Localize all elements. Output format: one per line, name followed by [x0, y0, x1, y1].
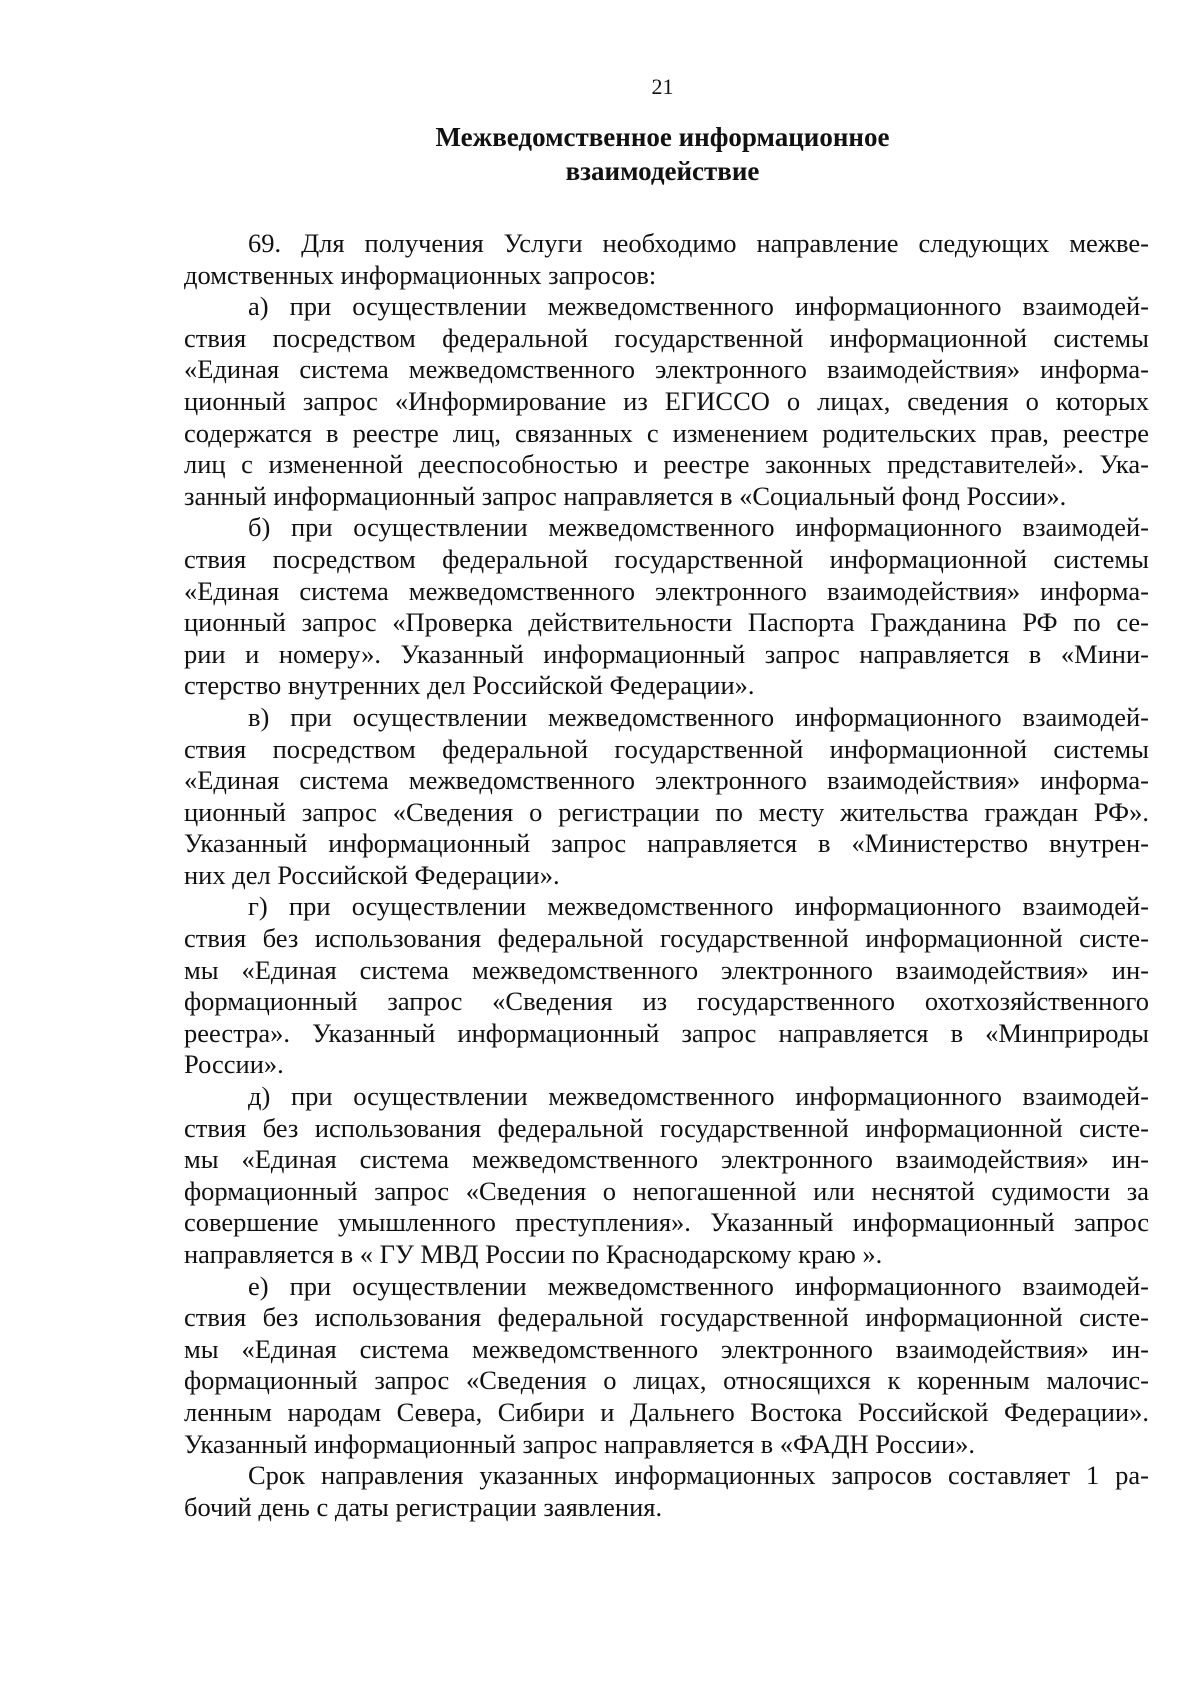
section-heading — [0, 120, 1200, 188]
text-line: д) при осуществлении межведомственного информационного взаимодей- — [248, 1081, 1149, 1112]
page-number: 21 — [651, 74, 674, 99]
text-line: Указанный информационный запрос направляется в «Министерство внутрен- — [184, 828, 1149, 859]
text-line: ствия посредством федеральной государственной информационной системы — [184, 543, 1149, 574]
text-line: содержатся в реестре лиц, связанных с изменением родительских прав, реестре — [184, 417, 1149, 448]
text-line: г) при осуществлении межведомственного информационного взаимодей- — [248, 891, 1149, 922]
text-line: мы «Единая система межведомственного электронного взаимодействия» ин- — [184, 1144, 1149, 1175]
text-line: России». — [184, 1049, 284, 1080]
section-heading-line-2: взаимодействие — [565, 156, 760, 186]
text-line: мы «Единая система межведомственного электронного взаимодействия» ин- — [184, 1333, 1149, 1364]
text-line: ленным народам Севера, Сибири и Дальнего Востока Российской Федерации». — [184, 1396, 1149, 1427]
text-line: занный информационный запрос направляется в «Социальный фонд России». — [184, 480, 1067, 511]
text-line: формационный запрос «Сведения из государственного охотхозяйственного — [184, 986, 1149, 1017]
document-body — [184, 228, 1149, 1523]
section-heading-line-1: Межведомственное информационное — [435, 122, 890, 152]
text-line: ствия посредством федеральной государственной информационной системы — [184, 733, 1149, 764]
text-line: Указанный информационный запрос направляется в «ФАДН России». — [184, 1428, 976, 1459]
text-line: ционный запрос «Проверка действительности Паспорта Гражданина РФ по се- — [184, 607, 1149, 638]
text-line: них дел Российской Федерации». — [184, 859, 560, 890]
text-line: «Единая система межведомственного электронного взаимодействия» информа- — [184, 765, 1149, 796]
text-line: е) при осуществлении межведомственного информационного взаимодей- — [248, 1270, 1149, 1301]
text-line: бочий день с даты регистрации заявления. — [184, 1491, 663, 1522]
text-line: формационный запрос «Сведения о непогашенной или неснятой судимости за — [184, 1175, 1149, 1206]
text-line: ствия посредством федеральной государственной информационной системы — [184, 322, 1149, 353]
text-line: ционный запрос «Информирование из ЕГИССО о лицах, сведения о которых — [184, 385, 1149, 416]
text-line: в) при осуществлении межведомственного информационного взаимодей- — [248, 701, 1149, 732]
text-line: рии и номеру». Указанный информационный запрос направляется в «Мини- — [184, 638, 1149, 669]
text-line: домственных информационных запросов: — [184, 259, 657, 290]
text-line: реестра». Указанный информационный запрос направляется в «Минприроды — [184, 1017, 1149, 1048]
text-line: 69. Для получения Услуги необходимо направление следующих межве- — [248, 228, 1149, 258]
text-line: б) при осуществлении межведомственного информационного взаимодей- — [248, 512, 1149, 543]
text-line: ствия без использования федеральной государственной информационной систе- — [184, 1302, 1149, 1333]
text-line: ствия без использования федеральной государственной информационной систе- — [184, 923, 1149, 954]
text-line: направляется в « ГУ МВД России по Краснодарскому краю ». — [184, 1239, 883, 1269]
text-line: Срок направления указанных информационных запросов составляет 1 ра- — [248, 1460, 1149, 1491]
text-line: «Единая система межведомственного электронного взаимодействия» информа- — [184, 354, 1149, 385]
text-line: лиц с измененной дееспособностью и реестре законных представителей». Ука- — [184, 449, 1149, 480]
text-line: ционный запрос «Сведения о регистрации по месту жительства граждан РФ». — [184, 796, 1149, 827]
text-line: стерство внутренних дел Российской Федерации». — [184, 670, 755, 701]
text-line: а) при осуществлении межведомственного информационного взаимодей- — [248, 291, 1149, 322]
text-line: мы «Единая система межведомственного электронного взаимодействия» ин- — [184, 954, 1149, 985]
text-line: «Единая система межведомственного электронного взаимодействия» информа- — [184, 575, 1149, 606]
text-line: формационный запрос «Сведения о лицах, относящихся к коренным малочис- — [184, 1365, 1149, 1396]
text-line: ствия без использования федеральной государственной информационной систе- — [184, 1112, 1149, 1143]
text-line: совершение умышленного преступления». Указанный информационный запрос — [184, 1207, 1149, 1238]
